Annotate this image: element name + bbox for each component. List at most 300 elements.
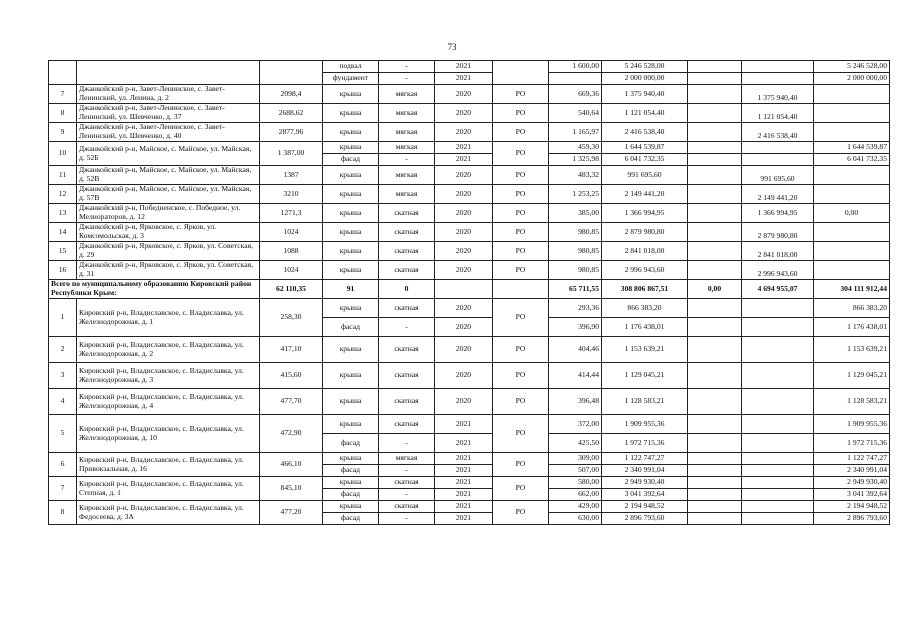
table-cell — [688, 453, 742, 465]
table-cell: 1 644 539,87 — [602, 142, 688, 154]
table-cell — [688, 261, 742, 280]
table-cell: 1024 — [260, 261, 323, 280]
table-cell: Джанкойский р-н, Завет-Ленинское, с. Завет-Ленинский, ул. Шевченко, д. 37 — [77, 104, 260, 123]
table-row — [49, 166, 890, 185]
table-cell — [688, 142, 742, 154]
table-cell: Кировский р-н, Владиславское, с. Владиславка, ул. Степная, д. 1 — [77, 477, 260, 501]
table-cell: 2 996 943,60 — [602, 261, 688, 280]
table-cell — [742, 489, 814, 501]
table-cell: скатная — [379, 261, 435, 280]
table-cell: РО — [493, 363, 549, 389]
table-cell: 1 121 054,40 — [602, 104, 688, 123]
table-cell: 2 879 980,80 — [742, 223, 814, 242]
table-cell: 466,10 — [260, 453, 323, 477]
table-cell — [549, 73, 602, 85]
table-cell — [49, 61, 77, 85]
table-cell: 2 841 018,00 — [742, 242, 814, 261]
table-cell: 2021 — [435, 513, 493, 525]
table-cell: 5 246 528,00 — [602, 61, 688, 73]
table-row — [49, 142, 890, 154]
table-cell: 483,32 — [549, 166, 602, 185]
table-cell: Кировский р-н, Владиславское, с. Владиславка, ул. Железнодорожная, д. 10 — [77, 415, 260, 453]
table-cell: 2 340 991,04 — [602, 465, 688, 477]
table-row — [49, 363, 890, 389]
table-cell — [814, 261, 890, 280]
table-cell: крыша — [323, 389, 379, 415]
table-cell: 1 121 054,40 — [742, 104, 814, 123]
table-cell: 1 644 539,87 — [814, 142, 890, 154]
table-cell: скатная — [379, 501, 435, 513]
table-cell: крыша — [323, 337, 379, 363]
table-cell: 8 — [49, 501, 77, 525]
table-cell: 2688,62 — [260, 104, 323, 123]
table-cell: - — [379, 61, 435, 73]
table-cell: крыша — [323, 104, 379, 123]
table-row — [49, 185, 890, 204]
table-cell: 1024 — [260, 223, 323, 242]
table-cell: 2021 — [435, 415, 493, 434]
table-cell: 2 149 441,20 — [602, 185, 688, 204]
table-cell: мягкая — [379, 123, 435, 142]
table-cell — [260, 61, 323, 85]
table-cell: 2021 — [435, 501, 493, 513]
table-cell: мягкая — [379, 104, 435, 123]
table-cell: Кировский р-н, Владиславское, с. Владиславка, ул. Железнодорожная, д. 4 — [77, 389, 260, 415]
table-cell — [742, 513, 814, 525]
table-cell: 2021 — [435, 142, 493, 154]
table-cell: 980,85 — [549, 223, 602, 242]
table-cell: 15 — [49, 242, 77, 261]
table-cell — [688, 337, 742, 363]
table-cell: 429,00 — [549, 501, 602, 513]
table-cell: Кировский р-н, Владиславское, с. Владиславка, ул. Железнодорожная, д. 3 — [77, 363, 260, 389]
table-cell — [688, 489, 742, 501]
table-cell: 2020 — [435, 185, 493, 204]
table-cell — [742, 154, 814, 166]
table-cell: РО — [493, 501, 549, 525]
table-cell: 2021 — [435, 489, 493, 501]
table-cell — [742, 477, 814, 489]
table-cell: 2020 — [435, 337, 493, 363]
table-row — [49, 85, 890, 104]
table-cell: фасад — [323, 465, 379, 477]
table-cell: 1 387,00 — [260, 142, 323, 166]
table-cell: 293,36 — [549, 299, 602, 318]
table-cell: РО — [493, 337, 549, 363]
table-cell: мягкая — [379, 142, 435, 154]
table-cell: 1271,3 — [260, 204, 323, 223]
table-cell — [814, 223, 890, 242]
table-cell — [688, 465, 742, 477]
table-cell: 2 896 793,60 — [602, 513, 688, 525]
table-row — [49, 223, 890, 242]
table-cell: крыша — [323, 261, 379, 280]
table-cell — [814, 185, 890, 204]
table-cell — [814, 85, 890, 104]
table-cell: фасад — [323, 513, 379, 525]
table-cell: фасад — [323, 154, 379, 166]
table-cell: РО — [493, 415, 549, 453]
table-cell — [688, 363, 742, 389]
table-cell: 1 122 747,27 — [814, 453, 890, 465]
table-cell: РО — [493, 453, 549, 477]
table-cell: подвал — [323, 61, 379, 73]
table-cell: 3210 — [260, 185, 323, 204]
table-cell: 12 — [49, 185, 77, 204]
table-cell: 404,46 — [549, 337, 602, 363]
table-cell: 866 383,20 — [814, 299, 890, 318]
table-cell: 2877,96 — [260, 123, 323, 142]
table-cell: Джанкойский р-н, Ярковское, с. Ярков, ул. Комсомольская, д. 3 — [77, 223, 260, 242]
table-cell: 1 153 639,21 — [602, 337, 688, 363]
table-cell: крыша — [323, 299, 379, 318]
table-cell: 8 — [49, 104, 77, 123]
table-cell: 1 253,25 — [549, 185, 602, 204]
table-cell: 16 — [49, 261, 77, 280]
table-cell: 1 909 955,36 — [814, 415, 890, 434]
table-cell: 396,90 — [549, 318, 602, 337]
table-cell: 1 972 715,36 — [602, 434, 688, 453]
table-cell: 417,10 — [260, 337, 323, 363]
table-cell: скатная — [379, 415, 435, 434]
table-cell: 385,00 — [549, 204, 602, 223]
table-cell: 0 — [379, 280, 435, 299]
table-cell: Джанкойский р-н, Майское, с. Майское, ул. Майская, д. 52Б — [77, 142, 260, 166]
table-cell — [688, 434, 742, 453]
table-cell: 845,10 — [260, 477, 323, 501]
table-cell: фасад — [323, 434, 379, 453]
table-row — [49, 299, 890, 318]
table-cell: Джанкойский р-н, Ярковское, с. Ярков, ул. Советская, д. 29 — [77, 242, 260, 261]
table-cell — [688, 299, 742, 318]
table-cell: 4 694 955,07 — [742, 280, 814, 299]
table-cell: 980,85 — [549, 242, 602, 261]
table-cell: 1 176 438,01 — [602, 318, 688, 337]
table-cell: 630,00 — [549, 513, 602, 525]
table-cell — [814, 166, 890, 185]
table-cell: 1 375 940,40 — [742, 85, 814, 104]
table-cell: 1 176 438,01 — [814, 318, 890, 337]
table-cell: 14 — [49, 223, 77, 242]
table-cell: 1 128 583,21 — [814, 389, 890, 415]
table-cell: 2 194 948,52 — [602, 501, 688, 513]
table-cell: 2020 — [435, 166, 493, 185]
table-cell: крыша — [323, 85, 379, 104]
table-cell: - — [379, 318, 435, 337]
table-cell — [77, 61, 260, 85]
table-cell: 6 041 732,35 — [602, 154, 688, 166]
table-cell: крыша — [323, 123, 379, 142]
table-cell: 1 375 940,40 — [602, 85, 688, 104]
table-cell: 9 — [49, 123, 77, 142]
table-cell — [742, 73, 814, 85]
table-cell — [814, 123, 890, 142]
table-cell: скатная — [379, 389, 435, 415]
table-cell: 459,30 — [549, 142, 602, 154]
table-cell: 372,00 — [549, 415, 602, 434]
table-cell: 1088 — [260, 242, 323, 261]
table-cell: 1387 — [260, 166, 323, 185]
table-row — [49, 104, 890, 123]
table-cell: 3 — [49, 363, 77, 389]
table-cell: 6 — [49, 453, 77, 477]
table-cell — [688, 242, 742, 261]
table-cell: 2 194 948,52 — [814, 501, 890, 513]
table-row — [49, 453, 890, 465]
table-cell — [688, 513, 742, 525]
table-cell: крыша — [323, 204, 379, 223]
table-cell: 2020 — [435, 204, 493, 223]
table-cell: 2 896 793,60 — [814, 513, 890, 525]
table-cell: - — [379, 513, 435, 525]
table-cell: РО — [493, 477, 549, 501]
table-cell: 2020 — [435, 85, 493, 104]
table-cell: 1 129 045,21 — [602, 363, 688, 389]
table-cell: 477,20 — [260, 501, 323, 525]
table-cell: 11 — [49, 166, 77, 185]
table-cell: 2 416 538,40 — [742, 123, 814, 142]
table-cell: 1 128 583,21 — [602, 389, 688, 415]
table-cell — [742, 363, 814, 389]
table-cell — [688, 501, 742, 513]
table-cell: 2 — [49, 337, 77, 363]
table-cell: 396,48 — [549, 389, 602, 415]
table-cell — [435, 280, 493, 299]
table-cell: 1 325,98 — [549, 154, 602, 166]
table-cell: 2 841 018,00 — [602, 242, 688, 261]
table-cell: 4 — [49, 389, 77, 415]
table-cell: 2021 — [435, 73, 493, 85]
table-cell — [688, 477, 742, 489]
table-cell — [742, 61, 814, 73]
table-cell: Джанкойский р-н, Завет-Ленинское, с. Завет-Ленинский, ул. Шевченко, д. 40 — [77, 123, 260, 142]
table-row — [49, 204, 890, 223]
table-cell: РО — [493, 261, 549, 280]
table-cell: 65 711,55 — [549, 280, 602, 299]
table-cell: 2021 — [435, 61, 493, 73]
table-cell: 2021 — [435, 477, 493, 489]
table-cell — [688, 204, 742, 223]
table-cell: 1 165,97 — [549, 123, 602, 142]
table-cell: 0,00 — [814, 204, 890, 223]
table-cell: Джанкойский р-н, Завет-Ленинское, с. Завет-Ленинский, ул. Ленина, д. 2 — [77, 85, 260, 104]
table-cell: 10 — [49, 142, 77, 166]
table-cell: скатная — [379, 363, 435, 389]
table-cell: скатная — [379, 242, 435, 261]
table-cell — [688, 123, 742, 142]
table-cell: 2 340 991,04 — [814, 465, 890, 477]
table-cell: - — [379, 434, 435, 453]
table-cell: 3 041 392,64 — [602, 489, 688, 501]
table-cell: 2020 — [435, 389, 493, 415]
table-cell — [742, 501, 814, 513]
table-cell: 258,30 — [260, 299, 323, 337]
page-number: 73 — [447, 42, 457, 52]
table-cell: РО — [493, 142, 549, 166]
table-cell: фасад — [323, 489, 379, 501]
table-row — [49, 477, 890, 489]
table-cell: 2098,4 — [260, 85, 323, 104]
table-cell: 2020 — [435, 104, 493, 123]
table-cell: крыша — [323, 223, 379, 242]
table-cell: РО — [493, 242, 549, 261]
table-cell: - — [379, 73, 435, 85]
table-cell: крыша — [323, 501, 379, 513]
table-row — [49, 261, 890, 280]
table-cell: 2 996 943,60 — [742, 261, 814, 280]
table-cell — [814, 104, 890, 123]
table-cell — [742, 465, 814, 477]
table-cell: 5 246 528,00 — [814, 61, 890, 73]
table-cell — [742, 337, 814, 363]
table-cell: РО — [493, 166, 549, 185]
table-row — [49, 123, 890, 142]
table-cell: Кировский р-н, Владиславское, с. Владиславка, ул. Федосеева, д. 3А — [77, 501, 260, 525]
table-cell: мягкая — [379, 185, 435, 204]
table-cell: 3 041 392,64 — [814, 489, 890, 501]
table-cell: 2020 — [435, 318, 493, 337]
table-cell: 980,85 — [549, 261, 602, 280]
table-cell: Кировский р-н, Владиславское, с. Владиславка, ул. Железнодорожная, д. 2 — [77, 337, 260, 363]
table-cell: РО — [493, 204, 549, 223]
table-cell: 1 909 955,36 — [602, 415, 688, 434]
table-cell: 1 — [49, 299, 77, 337]
table-cell: 1 600,00 — [549, 61, 602, 73]
table-cell: РО — [493, 299, 549, 337]
table-cell: мягкая — [379, 453, 435, 465]
table-row — [49, 389, 890, 415]
table-cell: 1 129 045,21 — [814, 363, 890, 389]
table-cell — [742, 389, 814, 415]
table-row — [49, 501, 890, 513]
table-cell: Джанкойский р-н, Майское, с. Майское, ул. Майская, д. 52В — [77, 166, 260, 185]
table-cell: мягкая — [379, 85, 435, 104]
table-cell: 2 879 980,80 — [602, 223, 688, 242]
table-cell: 1 122 747,27 — [602, 453, 688, 465]
table-cell: 991 695,60 — [742, 166, 814, 185]
table-cell: 2020 — [435, 363, 493, 389]
table-cell: 2021 — [435, 465, 493, 477]
table-cell: Кировский р-н, Владиславское, с. Владиславка, ул. Привокзальная, д. 16 — [77, 453, 260, 477]
table-cell: РО — [493, 389, 549, 415]
table-cell: 2021 — [435, 434, 493, 453]
table-cell: 2020 — [435, 242, 493, 261]
table-cell — [688, 154, 742, 166]
table-cell: 308 806 867,51 — [602, 280, 688, 299]
table-cell: 1 153 639,21 — [814, 337, 890, 363]
table-cell: 1 366 994,95 — [742, 204, 814, 223]
table-cell: 6 041 732,35 — [814, 154, 890, 166]
table-cell: 425,50 — [549, 434, 602, 453]
repair-schedule-table — [48, 60, 890, 525]
table-cell: 2 949 930,40 — [814, 477, 890, 489]
table-cell — [688, 415, 742, 434]
table-cell: 0,00 — [688, 280, 742, 299]
table-cell: 2 949 930,40 — [602, 477, 688, 489]
table-cell: - — [379, 465, 435, 477]
table-cell: 1 366 994,95 — [602, 204, 688, 223]
table-cell: крыша — [323, 166, 379, 185]
table-cell: - — [379, 489, 435, 501]
table-cell: 472,90 — [260, 415, 323, 453]
table-row — [49, 415, 890, 434]
table-cell: 540,64 — [549, 104, 602, 123]
table-cell: РО — [493, 223, 549, 242]
table-cell: 2021 — [435, 453, 493, 465]
table-row — [49, 61, 890, 73]
table-cell: крыша — [323, 242, 379, 261]
table-cell — [688, 185, 742, 204]
table-cell: скатная — [379, 204, 435, 223]
table-cell: 2020 — [435, 299, 493, 318]
table-cell — [742, 434, 814, 453]
table-cell — [688, 318, 742, 337]
table-cell: 580,00 — [549, 477, 602, 489]
table-cell: крыша — [323, 185, 379, 204]
table-cell: фундамент — [323, 73, 379, 85]
table-cell — [688, 389, 742, 415]
table-cell: 2 000 000,00 — [602, 73, 688, 85]
table-cell: 7 — [49, 85, 77, 104]
table-cell — [688, 85, 742, 104]
table-cell: РО — [493, 104, 549, 123]
table-cell: скатная — [379, 223, 435, 242]
table-cell: 2 416 538,40 — [602, 123, 688, 142]
table-cell: Всего по муниципальному образованию Кировский район Республики Крым: — [49, 280, 260, 299]
table-cell: 62 110,35 — [260, 280, 323, 299]
table-cell: мягкая — [379, 166, 435, 185]
table-cell: 2020 — [435, 223, 493, 242]
table-row — [49, 280, 890, 299]
table-cell: РО — [493, 185, 549, 204]
table-cell: 414,44 — [549, 363, 602, 389]
table-cell: 662,00 — [549, 489, 602, 501]
table-cell: 2020 — [435, 123, 493, 142]
table-cell: 866 383,20 — [602, 299, 688, 318]
table-cell: крыша — [323, 142, 379, 154]
table-cell: Джанкойский р-н, Ярковское, с. Ярков, ул. Советская, д. 31 — [77, 261, 260, 280]
table-cell: Джанкойский р-н, Победненское, с. Победное, ул. Мелиораторов, д. 12 — [77, 204, 260, 223]
table-cell: 304 111 912,44 — [814, 280, 890, 299]
table-cell: 2021 — [435, 154, 493, 166]
table-cell — [742, 299, 814, 318]
table-cell: крыша — [323, 477, 379, 489]
table-cell: скатная — [379, 337, 435, 363]
table-cell: скатная — [379, 299, 435, 318]
table-cell: 309,00 — [549, 453, 602, 465]
table-cell: 507,00 — [549, 465, 602, 477]
table-cell: крыша — [323, 415, 379, 434]
table-cell: 2020 — [435, 261, 493, 280]
table-row — [49, 337, 890, 363]
table-cell: скатная — [379, 477, 435, 489]
table-cell — [814, 242, 890, 261]
table-cell — [688, 166, 742, 185]
table-cell — [742, 415, 814, 434]
table-cell: 477,70 — [260, 389, 323, 415]
table-cell: 2 149 441,20 — [742, 185, 814, 204]
table-cell: фасад — [323, 318, 379, 337]
table-cell — [688, 223, 742, 242]
table-cell: РО — [493, 85, 549, 104]
table-cell — [688, 104, 742, 123]
table-cell — [742, 453, 814, 465]
table-cell: РО — [493, 123, 549, 142]
table-cell: крыша — [323, 363, 379, 389]
table-cell: 669,36 — [549, 85, 602, 104]
table-cell: 91 — [323, 280, 379, 299]
table-cell — [688, 61, 742, 73]
